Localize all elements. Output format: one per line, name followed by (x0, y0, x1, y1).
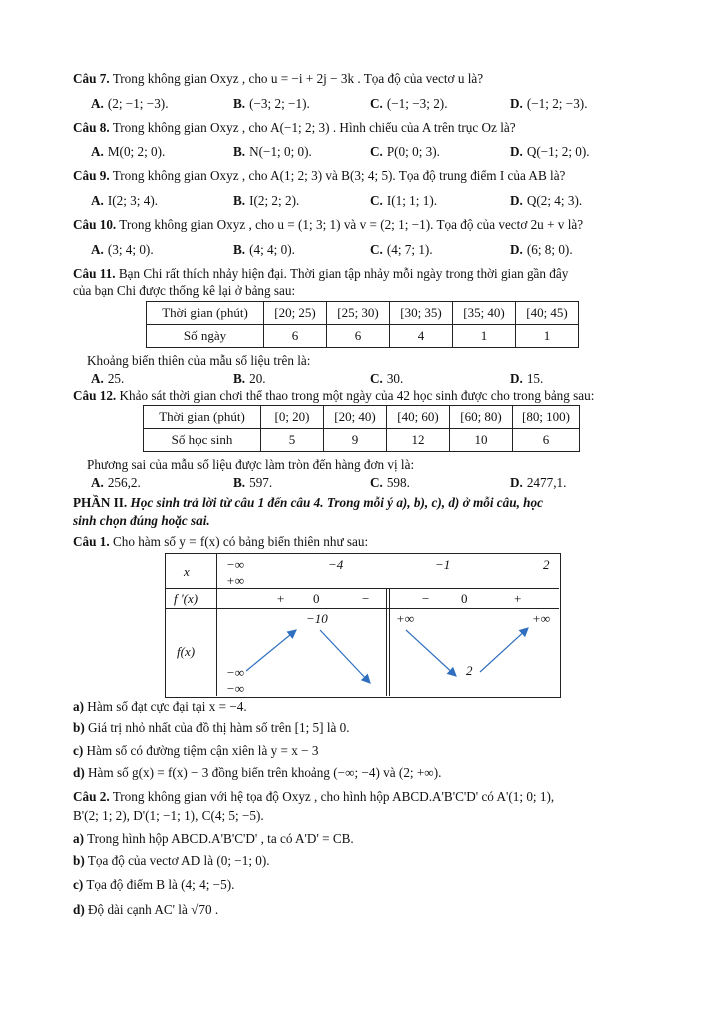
table-cell: 1 (453, 325, 516, 348)
option-text: 2477,1. (526, 475, 567, 490)
item-text: Giá trị nhỏ nhất của đồ thị hàm số trên [1; 5] là 0. (88, 720, 350, 735)
option-label: D. (510, 193, 523, 208)
q11-text2: của bạn Chi được thống kê lại ở bảng sau: (73, 283, 296, 298)
table-cell: [30; 35) (390, 302, 453, 325)
bbt-x-value: 2 (543, 557, 550, 572)
table-cell: [60; 80) (450, 406, 513, 429)
decreasing-arrow (406, 630, 456, 676)
p2q2-label: Câu 2. (73, 789, 110, 804)
option-label: C. (370, 144, 383, 159)
item-text: Hàm số có đường tiệm cận xiên là y = x − 3 (86, 743, 319, 758)
item-text: Tọa độ của vectơ AD là (0; −1; 0). (87, 853, 270, 868)
bbt-sign: − (422, 591, 430, 606)
q12-label: Câu 12. (73, 388, 117, 403)
bbt-x-value: +∞ (226, 573, 245, 588)
q9-label: Câu 9. (73, 168, 110, 183)
decreasing-arrow (320, 630, 370, 683)
increasing-arrow (246, 630, 296, 671)
bbt-sign: + (514, 591, 522, 606)
option-label: A. (91, 242, 104, 257)
option-text: Q(2; 4; 3). (526, 193, 583, 208)
bbt-f-value: +∞ (396, 611, 415, 626)
option-label: B. (233, 371, 246, 386)
option-text: (2; −1; −3). (107, 96, 169, 111)
q8-text: Trong không gian Oxyz , cho A(−1; 2; 3) . Hình chiếu của A trên trục Oz là? (112, 120, 516, 135)
option-label: B. (233, 193, 246, 208)
p2q1-item-c[interactable] (73, 743, 318, 759)
p2q2-item-b[interactable] (73, 853, 270, 869)
option-label: C. (370, 475, 383, 490)
p2q1-label: Câu 1. (73, 534, 110, 549)
option-label: D. (510, 96, 523, 111)
p2q1-item-a[interactable] (73, 699, 247, 715)
q12-text: Khảo sát thời gian chơi thể thao trong một ngày của 42 học sinh được cho trong bảng sau: (119, 388, 595, 403)
bbt-x-label: x (184, 564, 190, 579)
q9-text: Trong không gian Oxyz , cho A(1; 2; 3) và B(3; 4; 5). Tọa độ trung điểm I của AB là? (112, 168, 566, 183)
option-label: D. (510, 242, 523, 257)
option-text: (3; 4; 0). (107, 242, 154, 257)
table-cell: [80; 100) (513, 406, 580, 429)
table-cell: [0; 20) (261, 406, 324, 429)
option-text: 597. (249, 475, 273, 490)
item-text: Tọa độ điểm B là (4; 4; −5). (86, 877, 235, 892)
option-text: 15. (526, 371, 544, 386)
q10-text: Trong không gian Oxyz , cho u = (1; 3; 1) và v = (2; 1; −1). Tọa độ của vectơ 2u + v là? (119, 217, 584, 232)
q12-question: Phương sai của mẫu số liệu được làm tròn đến hàng đơn vị là: (87, 457, 415, 472)
bbt-fprime-label: f '(x) (174, 591, 199, 606)
option-label: A. (91, 144, 104, 159)
p2q2-item-c[interactable] (73, 877, 234, 893)
q11-question: Khoảng biến thiên của mẫu số liệu trên là: (87, 353, 311, 368)
p2q2-item-a[interactable] (73, 831, 354, 847)
part2-instruction: Học sinh trả lời từ câu 1 đến câu 4. Trong mỗi ý a), b), c), d) ở mỗi câu, học (130, 495, 543, 510)
bbt-f-value: 2 (466, 663, 473, 678)
bbt-sign: − (362, 591, 370, 606)
p2q2-item-d[interactable] (73, 902, 218, 918)
option-label: C. (370, 371, 383, 386)
item-label: b) (73, 720, 85, 735)
bbt-sign: 0 (313, 591, 320, 606)
option-text: M(0; 2; 0). (107, 144, 166, 159)
option-text: Q(−1; 2; 0). (526, 144, 590, 159)
table-cell: 5 (261, 429, 324, 452)
option-label: B. (233, 475, 246, 490)
option-text: (−1; −3; 2). (386, 96, 448, 111)
table-cell: [25; 30) (327, 302, 390, 325)
option-text: 20. (249, 371, 266, 386)
option-text: I(2; 3; 4). (107, 193, 159, 208)
item-text: Hàm số đạt cực đại tại x = −4. (87, 699, 247, 714)
bbt-f-value: −∞ (226, 665, 245, 680)
table-header-cell: Thời gian (phút) (144, 406, 261, 429)
increasing-arrow (480, 628, 528, 672)
part2-title: PHẦN II. (73, 495, 128, 510)
option-label: D. (510, 371, 523, 386)
table-cell: [20; 25) (264, 302, 327, 325)
table-cell: [40; 60) (387, 406, 450, 429)
item-label: c) (73, 743, 84, 758)
option-label: A. (91, 193, 104, 208)
option-text: N(−1; 0; 0). (249, 144, 312, 159)
item-label: c) (73, 877, 84, 892)
p2q1-item-d[interactable] (73, 765, 441, 781)
option-label: B. (233, 96, 246, 111)
option-label: C. (370, 96, 383, 111)
option-text: (4; 4; 0). (249, 242, 295, 257)
item-text: Trong hình hộp ABCD.A'B'C'D' , ta có A'D' = CB. (87, 831, 354, 846)
q11-label: Câu 11. (73, 266, 116, 281)
table-cell: 6 (327, 325, 390, 348)
q7-label: Câu 7. (73, 71, 110, 86)
bbt-f-value: −10 (306, 611, 328, 626)
option-text: (−3; 2; −1). (249, 96, 310, 111)
q8-label: Câu 8. (73, 120, 110, 135)
option-label: D. (510, 144, 523, 159)
table-cell: 6 (513, 429, 580, 452)
table-header-cell: Số học sinh (144, 429, 261, 452)
item-label: a) (73, 831, 84, 846)
bbt-sign: 0 (461, 591, 468, 606)
option-label: C. (370, 242, 383, 257)
q11-text1: Bạn Chi rất thích nhảy hiện đại. Thời gian tập nhảy mỗi ngày trong thời gian gần đây (118, 266, 569, 281)
item-label: d) (73, 902, 85, 917)
part2-instruction-cont: sinh chọn đúng hoặc sai. (73, 513, 210, 528)
option-label: B. (233, 144, 246, 159)
item-label: a) (73, 699, 84, 714)
item-label: d) (73, 765, 85, 780)
item-label: b) (73, 853, 85, 868)
option-text: (4; 7; 1). (386, 242, 433, 257)
option-label: A. (91, 96, 104, 111)
option-text: 598. (386, 475, 410, 490)
option-text: I(2; 2; 2). (249, 193, 300, 208)
option-label: A. (91, 371, 104, 386)
q7-text: Trong không gian Oxyz , cho u = −i + 2j − 3k . Tọa độ của vectơ u là? (112, 71, 484, 86)
option-label: D. (510, 475, 523, 490)
table-cell: 4 (390, 325, 453, 348)
p2q1-item-b[interactable] (73, 720, 350, 736)
table-cell: [40; 45) (516, 302, 579, 325)
bbt-sign: + (277, 591, 285, 606)
table-cell: 1 (516, 325, 579, 348)
bbt-x-value: −∞ (226, 557, 245, 572)
p2q2-text2: B'(2; 1; 2), D'(1; −1; 1), C(4; 5; −5). (73, 808, 264, 823)
option-text: (−1; 2; −3). (526, 96, 588, 111)
table-cell: 9 (324, 429, 387, 452)
option-text: (6; 8; 0). (526, 242, 573, 257)
option-text: 25. (107, 371, 125, 386)
option-label: A. (91, 475, 104, 490)
table-cell: 6 (264, 325, 327, 348)
item-text: Hàm số g(x) = f(x) − 3 đồng biến trên khoảng (−∞; −4) và (2; +∞). (88, 765, 442, 780)
item-text: Độ dài cạnh AC' là √70 . (88, 902, 219, 917)
option-text: 256,2. (107, 475, 141, 490)
q10-label: Câu 10. (73, 217, 117, 232)
table-header-cell: Số ngày (147, 325, 264, 348)
table-header-cell: Thời gian (phút) (147, 302, 264, 325)
bbt-f-label: f(x) (177, 644, 196, 659)
option-label: C. (370, 193, 383, 208)
p2q1-text: Cho hàm số y = f(x) có bảng biến thiên như sau: (112, 534, 369, 549)
p2q2-stem (73, 789, 554, 805)
table-cell: 12 (387, 429, 450, 452)
bbt-f-value: +∞ (532, 611, 551, 626)
table-cell: [35; 40) (453, 302, 516, 325)
option-text: 30. (386, 371, 404, 386)
table-cell: [20; 40) (324, 406, 387, 429)
option-text: I(1; 1; 1). (386, 193, 438, 208)
p2q2-text1: Trong không gian với hệ tọa độ Oxyz , cho hình hộp ABCD.A'B'C'D' có A'(1; 0; 1), (112, 789, 555, 804)
bbt-x-value: −4 (328, 557, 344, 572)
option-label: B. (233, 242, 246, 257)
bbt-x-value: −1 (435, 557, 451, 572)
bbt-f-value: −∞ (226, 681, 245, 696)
option-text: P(0; 0; 3). (386, 144, 440, 159)
table-cell: 10 (450, 429, 513, 452)
